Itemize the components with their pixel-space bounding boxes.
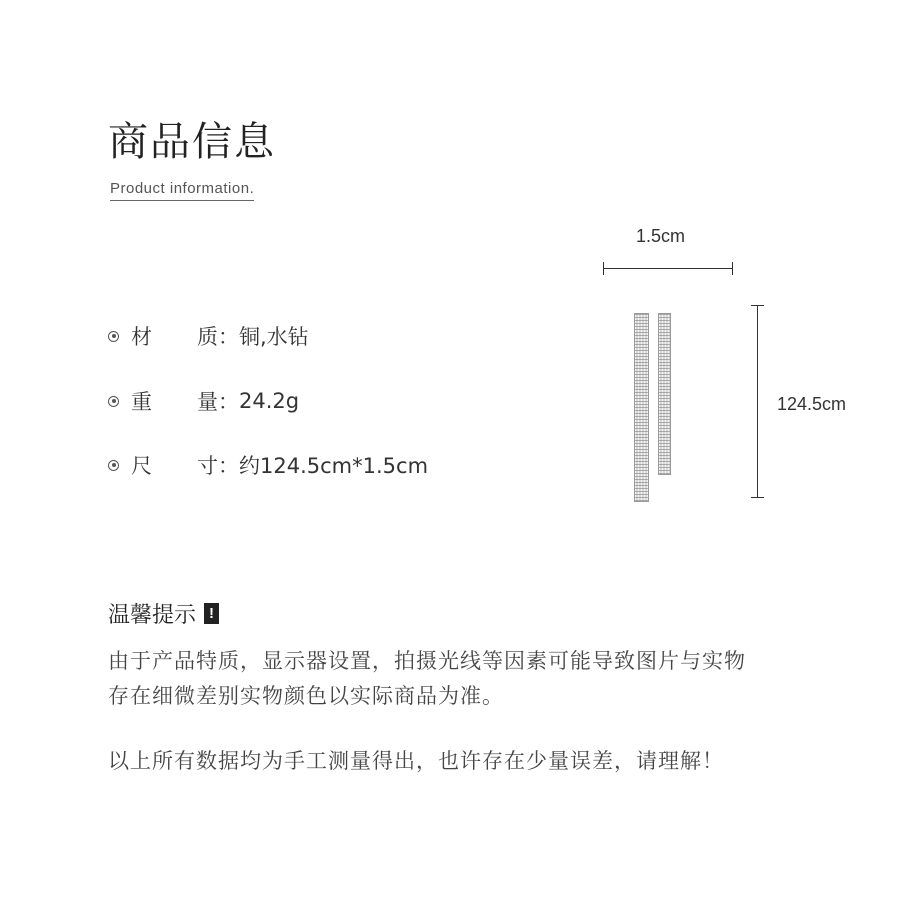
spec-label: 重 量： [131, 390, 239, 414]
bullet-icon [108, 396, 119, 407]
tips-line: 存在细微差别实物颜色以实际商品为准。 [108, 684, 504, 708]
width-dimension-tick-right [732, 262, 733, 275]
spec-row-material [108, 321, 309, 351]
height-dimension-tick-top [751, 305, 764, 306]
earring-image-long [634, 313, 649, 502]
page-title: 商品信息 [108, 119, 276, 165]
spec-row-size [108, 450, 428, 480]
height-dimension-line [757, 305, 758, 498]
spec-value: 约124.5cm*1.5cm [239, 454, 429, 478]
tips-heading [108, 598, 219, 629]
tips-line: 由于产品特质，显示器设置，拍摄光线等因素可能导致图片与实物 [108, 649, 746, 673]
spec-value: 铜,水钻 [239, 325, 309, 349]
width-dimension-label: 1.5cm [636, 226, 686, 246]
bullet-icon [108, 460, 119, 471]
height-dimension-label: 124.5cm [777, 394, 847, 414]
tips-title: 温馨提示 [108, 603, 197, 628]
page-subtitle: Product information. [110, 180, 254, 201]
width-dimension-line [603, 268, 733, 269]
spec-label: 材 质： [131, 325, 239, 349]
spec-value: 24.2g [239, 389, 300, 413]
earring-image-short [658, 313, 671, 475]
height-dimension-tick-bottom [751, 497, 764, 498]
bullet-icon [108, 331, 119, 342]
spec-row-weight [108, 386, 299, 416]
spec-label: 尺 寸： [131, 454, 239, 478]
tips-line: 以上所有数据均为手工测量得出，也许存在少量误差，请理解！ [108, 749, 724, 773]
warning-icon: ! [204, 603, 219, 624]
width-dimension-tick-left [603, 262, 604, 275]
